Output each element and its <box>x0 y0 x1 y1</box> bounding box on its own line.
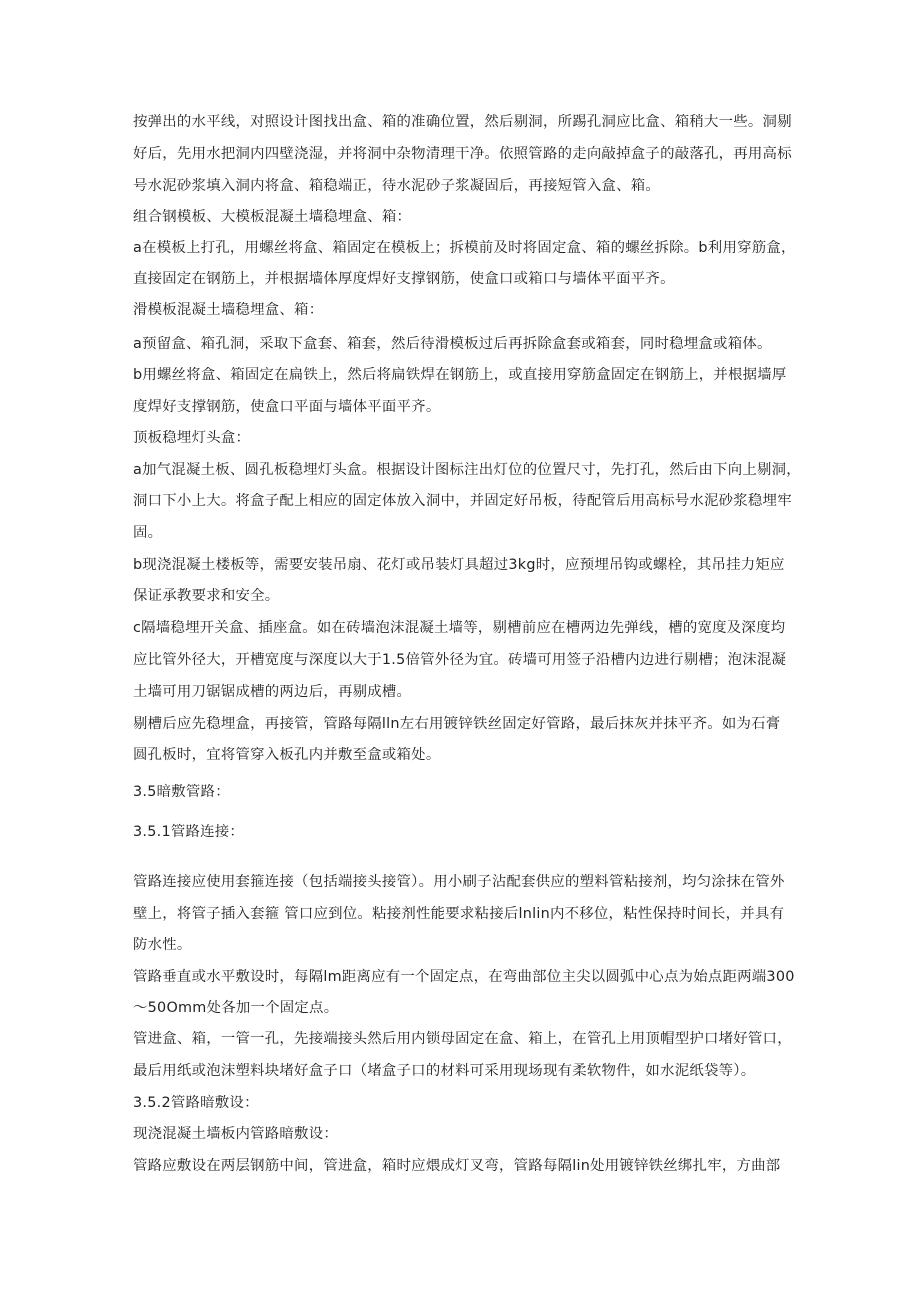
paragraph-line: 直接固定在钢筋上，并根据墙体厚度焊好支撑钢筋，使盒口或箱口与墙体平面平齐。 <box>133 271 675 287</box>
paragraph-line: 土墙可用刀锯锯成槽的两边后，再剔成槽。 <box>133 684 412 700</box>
paragraph-line: 最后用纸或泡沫塑料块堵好盒子口（堵盒子口的材料可采用现场现有柔软物件，如水泥纸袋等）。 <box>133 1063 756 1079</box>
paragraph-line: ～50Omm处各加一个固定点。 <box>133 1000 339 1016</box>
section-heading: 顶板稳埋灯头盒： <box>133 430 251 446</box>
paragraph-line: c隔墙稳埋开关盒、插座盒。如在砖墙泡沫混凝土墙等，剔槽前应在槽两边先弹线，槽的宽度及深度均 <box>133 620 786 636</box>
section-heading: 组合钢模板、大模板混凝土墙稳埋盒、箱： <box>133 209 412 225</box>
paragraph-line: 保证承教要求和安全。 <box>133 588 280 604</box>
paragraph-line: 剔槽后应先稳埋盒，再接管，管路每隔lln左右用镀锌铁丝固定好管路，最后抹灰并抹平齐。如为石膏 <box>133 716 781 732</box>
paragraph-line: 管路连接应使用套箍连接（包括端接头接管）。用小刷子沾配套供应的塑料管粘接剂，均匀涂抹在管外 <box>133 874 785 890</box>
paragraph-line: a预留盒、箱孔洞，采取下盒套、箱套，然后待滑模板过后再拆除盒套或箱套，同时稳埋盒或箱体。 <box>133 336 772 352</box>
paragraph-line: b用螺丝将盒、箱固定在扁铁上，然后将扁铁焊在钢筋上，或直接用穿筋盒固定在钢筋上，并根据墙厚 <box>133 367 787 383</box>
paragraph-line: 固。 <box>133 525 163 541</box>
section-number-heading: 3.5暗敷管路： <box>133 784 230 800</box>
paragraph-line: 管路应敷设在两层钢筋中间，管进盒，箱时应煨成灯叉弯，管路每隔lin处用镀锌铁丝绑扎牢，方曲部 <box>133 1158 781 1174</box>
section-number-heading: 3.5.1管路连接： <box>133 824 245 840</box>
paragraph-line: 度焊好支撑钢筋，使盒口平面与墙体平面平齐。 <box>133 399 441 415</box>
section-heading: 滑模板混凝土墙稳埋盒、箱： <box>133 302 324 318</box>
paragraph-line: b现浇混凝土楼板等，需要安装吊扇、花灯或吊装灯具超过3kg时，应预埋吊钩或螺栓，其吊挂力矩应 <box>133 557 785 573</box>
paragraph-line: 按弹出的水平线，对照设计图找出盒、箱的准确位置，然后剔洞，所踢孔洞应比盒、箱稍大一些。洞剔 <box>133 114 792 130</box>
section-number-heading: 3.5.2管路暗敷设： <box>133 1095 259 1111</box>
paragraph-line: 好后，先用水把洞内四壁浇湿，并将洞中杂物清理干净。依照管路的走向敲掉盒子的敲落孔，再用高标 <box>133 146 792 162</box>
paragraph-line: 号水泥砂浆填入洞内将盒、箱稳端正，待水泥砂子浆凝固后，再接短管入盒、箱。 <box>133 178 661 194</box>
paragraph-line: a加气混凝土板、圆孔板稳埋灯头盒。根据设计图标注出灯位的位置尺寸，先打孔，然后由下向上剔洞， <box>133 462 801 478</box>
section-heading: 现浇混凝土墙板内管路暗敷设： <box>133 1126 338 1142</box>
paragraph-line: 管路垂直或水平敷设时，每隔lm距离应有一个固定点，在弯曲部位主尖以圆弧中心点为始点距两端300 <box>133 969 795 985</box>
paragraph-line: a在模板上打孔，用螺丝将盒、箱固定在模板上；拆模前及时将固定盒、箱的螺丝拆除。b利用穿筋盒， <box>133 240 796 256</box>
paragraph-line: 壁上，将管子插入套箍 管口应到位。粘接剂性能要求粘接后lnlin内不移位，粘性保持时间长，并具有 <box>133 906 785 922</box>
paragraph-line: 应比管外径大，开槽宽度与深度以大于1.5倍管外径为宜。砖墙可用签子沿槽内边进行剔槽；泡沫混凝 <box>133 652 787 668</box>
paragraph-line: 洞口下小上大。将盒子配上相应的固定体放入洞中，并固定好吊板，待配管后用高标号水泥砂浆稳埋牢 <box>133 493 792 509</box>
paragraph-line: 圆孔板时，宜将管穿入板孔内并敷至盒或箱处。 <box>133 747 441 763</box>
paragraph-line: 防水性。 <box>133 937 192 953</box>
paragraph-line: 管进盒、箱，一管一孔，先接端接头然后用内锁母固定在盒、箱上，在管孔上用顶帽型护口堵好管口， <box>133 1031 792 1047</box>
